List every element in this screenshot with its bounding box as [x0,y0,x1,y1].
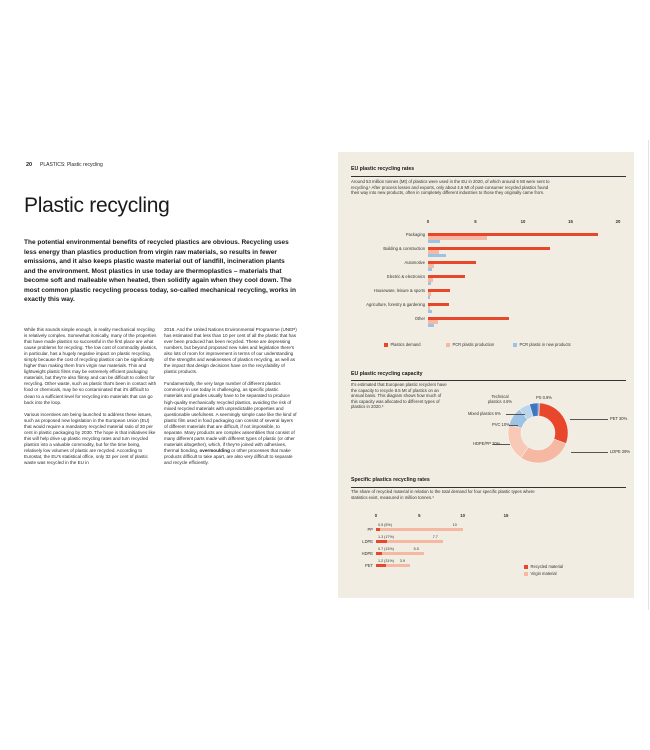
legend-item [384,342,421,347]
x-tick-label: 0 [426,219,430,224]
x-tick-label: 15 [568,219,573,224]
x-tick-label: 10 [520,219,526,224]
donut-label: Technical plastics 4.6% [487,394,513,404]
bar-plastics-demand [428,247,550,250]
page-title: Plastic recycling [24,194,170,217]
donut-label: PET 30% [610,416,628,421]
leader-line [509,425,518,426]
body-text: or other processes that make products difficult to take apart, are also very difficult to separate and recycle efficiently. [164,447,293,465]
category-label: Agriculture, forestry & gardening [366,302,425,307]
legend-swatch [513,343,517,347]
category-label: Other [414,316,425,321]
legend-item [524,571,557,576]
virgin-value-label: 7.7 [432,534,438,539]
category-label: Building & construction [383,246,425,251]
chart1-title: EU plastic recycling rates [351,166,415,172]
donut-label: LDPE 29% [610,449,631,454]
recycled-value-label: 1.3 (17%) [378,534,394,539]
leader-line [570,419,608,420]
category-label: Packaging [405,232,425,237]
recycled-value-label: 0.5 (5%) [378,522,392,527]
bar-virgin-material [376,528,463,531]
body-paragraph: While this sounds simple enough, in reality mechanical recycling is relatively complex. Somewhat ironically, many of the properties that have made plastics so successful in the first place are what cause problems for recycling. The low cost of commodity plastics, in particular, has a hugely negative impact on plastic recycling, simply because the cost of recycling plastics can be significantly higher than making them from virgin raw materials. Thin and lightweight plastic films may be extremely efficient packaging materials, but they're also flimsy and can be difficult to collect for recycling. Other waste, such as plastic that's been in contact with food or chemicals, may be so contaminated that it's difficult to clean to a sufficient level for recycling into materials that can go back into the loop. [24,327,158,405]
bar-recycled-material [376,528,380,531]
chart2-donut [498,393,578,473]
donut-label: HDPE/PP 20% [473,441,501,446]
chart3-description: The share of recycled material in relation to the total demand for four specific plastic types where statistics exist, measured in million tonnes.³ [351,489,535,500]
chart3-rule [351,487,626,488]
recycled-value-label: 1.2 (31%) [378,558,394,563]
bar-plastics-demand [428,275,465,278]
x-tick-label: 20 [615,219,621,224]
body-emphasis: overmoulding [199,447,230,453]
legend-swatch [446,343,450,347]
left-page [18,150,336,596]
category-label: Electric & electronics [387,274,425,279]
bar-recycled-material [376,552,382,555]
section-label: PLASTICS: Plastic recycling [40,162,103,168]
bar-pcr-plastic-in-new-products [428,282,431,285]
body-text: Fundamentally, the very large number of different plastics commonly in use today is challenging, as specific plastic materials and grades usually have to be separated to produce high-quality mechanically recycled plastics, avoiding the risk of mixed recycled materials with unpredictable properties and questionable usefulness. A seemingly simple case like the kind of plastic film used in food packaging can consist of several layers of different materials that are difficult, if not impossible, to separate. Many products are complex assemblies that consist of many different parts made with different types of plastic (or other materials altogether), which, if they're joined with adhesives, thermal bonding, [164,381,297,453]
bar-pcr-plastic-in-new-products [428,240,440,243]
chart2-description: It's estimated that European plastic recyclers have the capacity to recycle 8.5 Mt of plastics on an annual basis. This diagram shows how much of this capacity was allocated to different types of plastics in 2020.³ [351,382,447,409]
donut-slice [539,403,568,444]
legend-label: PCR plastic production [452,342,495,347]
legend-label: Plastics demand [390,342,421,347]
bar-pcr-plastic-in-new-products [428,268,432,271]
legend-label: Recycled material [530,564,564,569]
legend-item [513,342,571,347]
bar-pcr-plastic-in-new-products [428,310,432,313]
chart1-description: Around 53 million tonnes (Mt) of plastics were used in the EU in 2020, of which around 6 Mt were sent to recycling.¹ After process losses and exports, only about 4.6 Mt of post-consumer recycled plastics found their way into new products, often in completely different industries to those they originally came from. [351,179,550,195]
leader-line [493,444,510,445]
chart2-rule [351,380,626,381]
x-tick-label: 15 [503,513,509,518]
bar-recycled-material [376,564,386,567]
bar-plastics-demand [428,261,476,264]
legend-swatch [524,565,528,569]
page-number: 20 [26,162,33,168]
chart1-rule [351,176,626,177]
lead-paragraph [24,238,296,305]
category-label: Automotive [404,260,425,265]
body-paragraph: 2018. And the United Nations Environmental Programme (UNEP) has estimated that less than 10 per cent of all the plastic that has ever been produced has been recycled. These are depressing numbers, but beyond proposed new rules and legislation there's also lots of room for improvement in terms of our understanding of the strengths and weaknesses of plastics recycling, as well as the impact that design decisions have on the recyclability of plastic products. [164,327,297,375]
bar-virgin-material [376,552,424,555]
donut-label: Mixed plastics 6% [468,411,501,416]
x-tick-label: 5 [474,219,477,224]
body-paragraph: Various incentives are being launched to address these issues, such as proposed new legislation in the European Union (EU) that would require a mandatory recycled material ratio of 30 per cent in plastic packaging by 2030. The hope is that initiatives like this will help drive up plastic recycling rates and turn recycled plastics into a valuable commodity, but for the time being, relatively low volumes of plastic are recycled. According to Eurostat, the EU's statistical office, only 32 per cent of plastic waste was recycled in the EU in [24,411,156,465]
bar-pcr-plastic-in-new-products [428,296,430,299]
page-edge [648,140,649,610]
bar-pcr-plastic-in-new-products [428,254,446,257]
bar-plastics-demand [428,303,449,306]
chart2-title: EU plastic recycling capacity [351,371,423,377]
lead-emphasis: mechanical recycling [200,286,266,294]
legend-swatch [524,572,528,576]
virgin-value-label: 3.9 [399,558,405,563]
bar-pcr-plastic-in-new-products [428,324,434,327]
legend-label: PCR plastic in new products [519,342,571,347]
legend-item [446,342,494,347]
category-label: LDPE [362,539,373,544]
body-column-2 [164,327,298,472]
category-label: Houseware, leisure & sports [373,288,425,293]
donut-label: PVC 10% [492,422,510,427]
leader-line [506,414,525,415]
donut-label: PS 0.9% [536,395,552,400]
chart3-title: Specific plastics recycling rates [351,477,430,483]
recycled-value-label: 0.7 (13%) [378,546,394,551]
bar-recycled-material [376,540,387,543]
body-column-1 [24,327,158,472]
virgin-value-label: 10 [452,522,457,527]
virgin-value-label: 5.5 [413,546,419,551]
legend-label: Virgin material [530,571,557,576]
lead-text-2: , works in exactly this way. [24,286,296,303]
bar-plastics-demand [428,317,509,320]
right-page [338,152,634,598]
leader-line [571,452,608,453]
x-tick-label: 0 [374,513,378,518]
bar-plastics-demand [428,289,450,292]
x-tick-label: 10 [460,513,466,518]
category-label: PET [365,563,373,568]
legend-item [524,564,563,569]
lead-text-1: The potential environmental benefits of recycled plastics are obvious. Recycling uses less energy than plastics production from virgin raw materials, so results in fewer emissions, and it also keeps plastic waste material out of landfill, incineration plants and the environment. Most plastics in use today are thermoplastics – materials that become soft and malleable when heated, then solidify again when they cool down. The most common plastic recycling process today, so-called [24,239,292,294]
body-paragraph [164,381,298,466]
donut-slice [521,439,566,463]
legend-swatch [384,343,388,347]
category-label: PP [367,527,373,532]
x-tick-label: 5 [418,513,421,518]
category-label: HDPE [361,551,373,556]
